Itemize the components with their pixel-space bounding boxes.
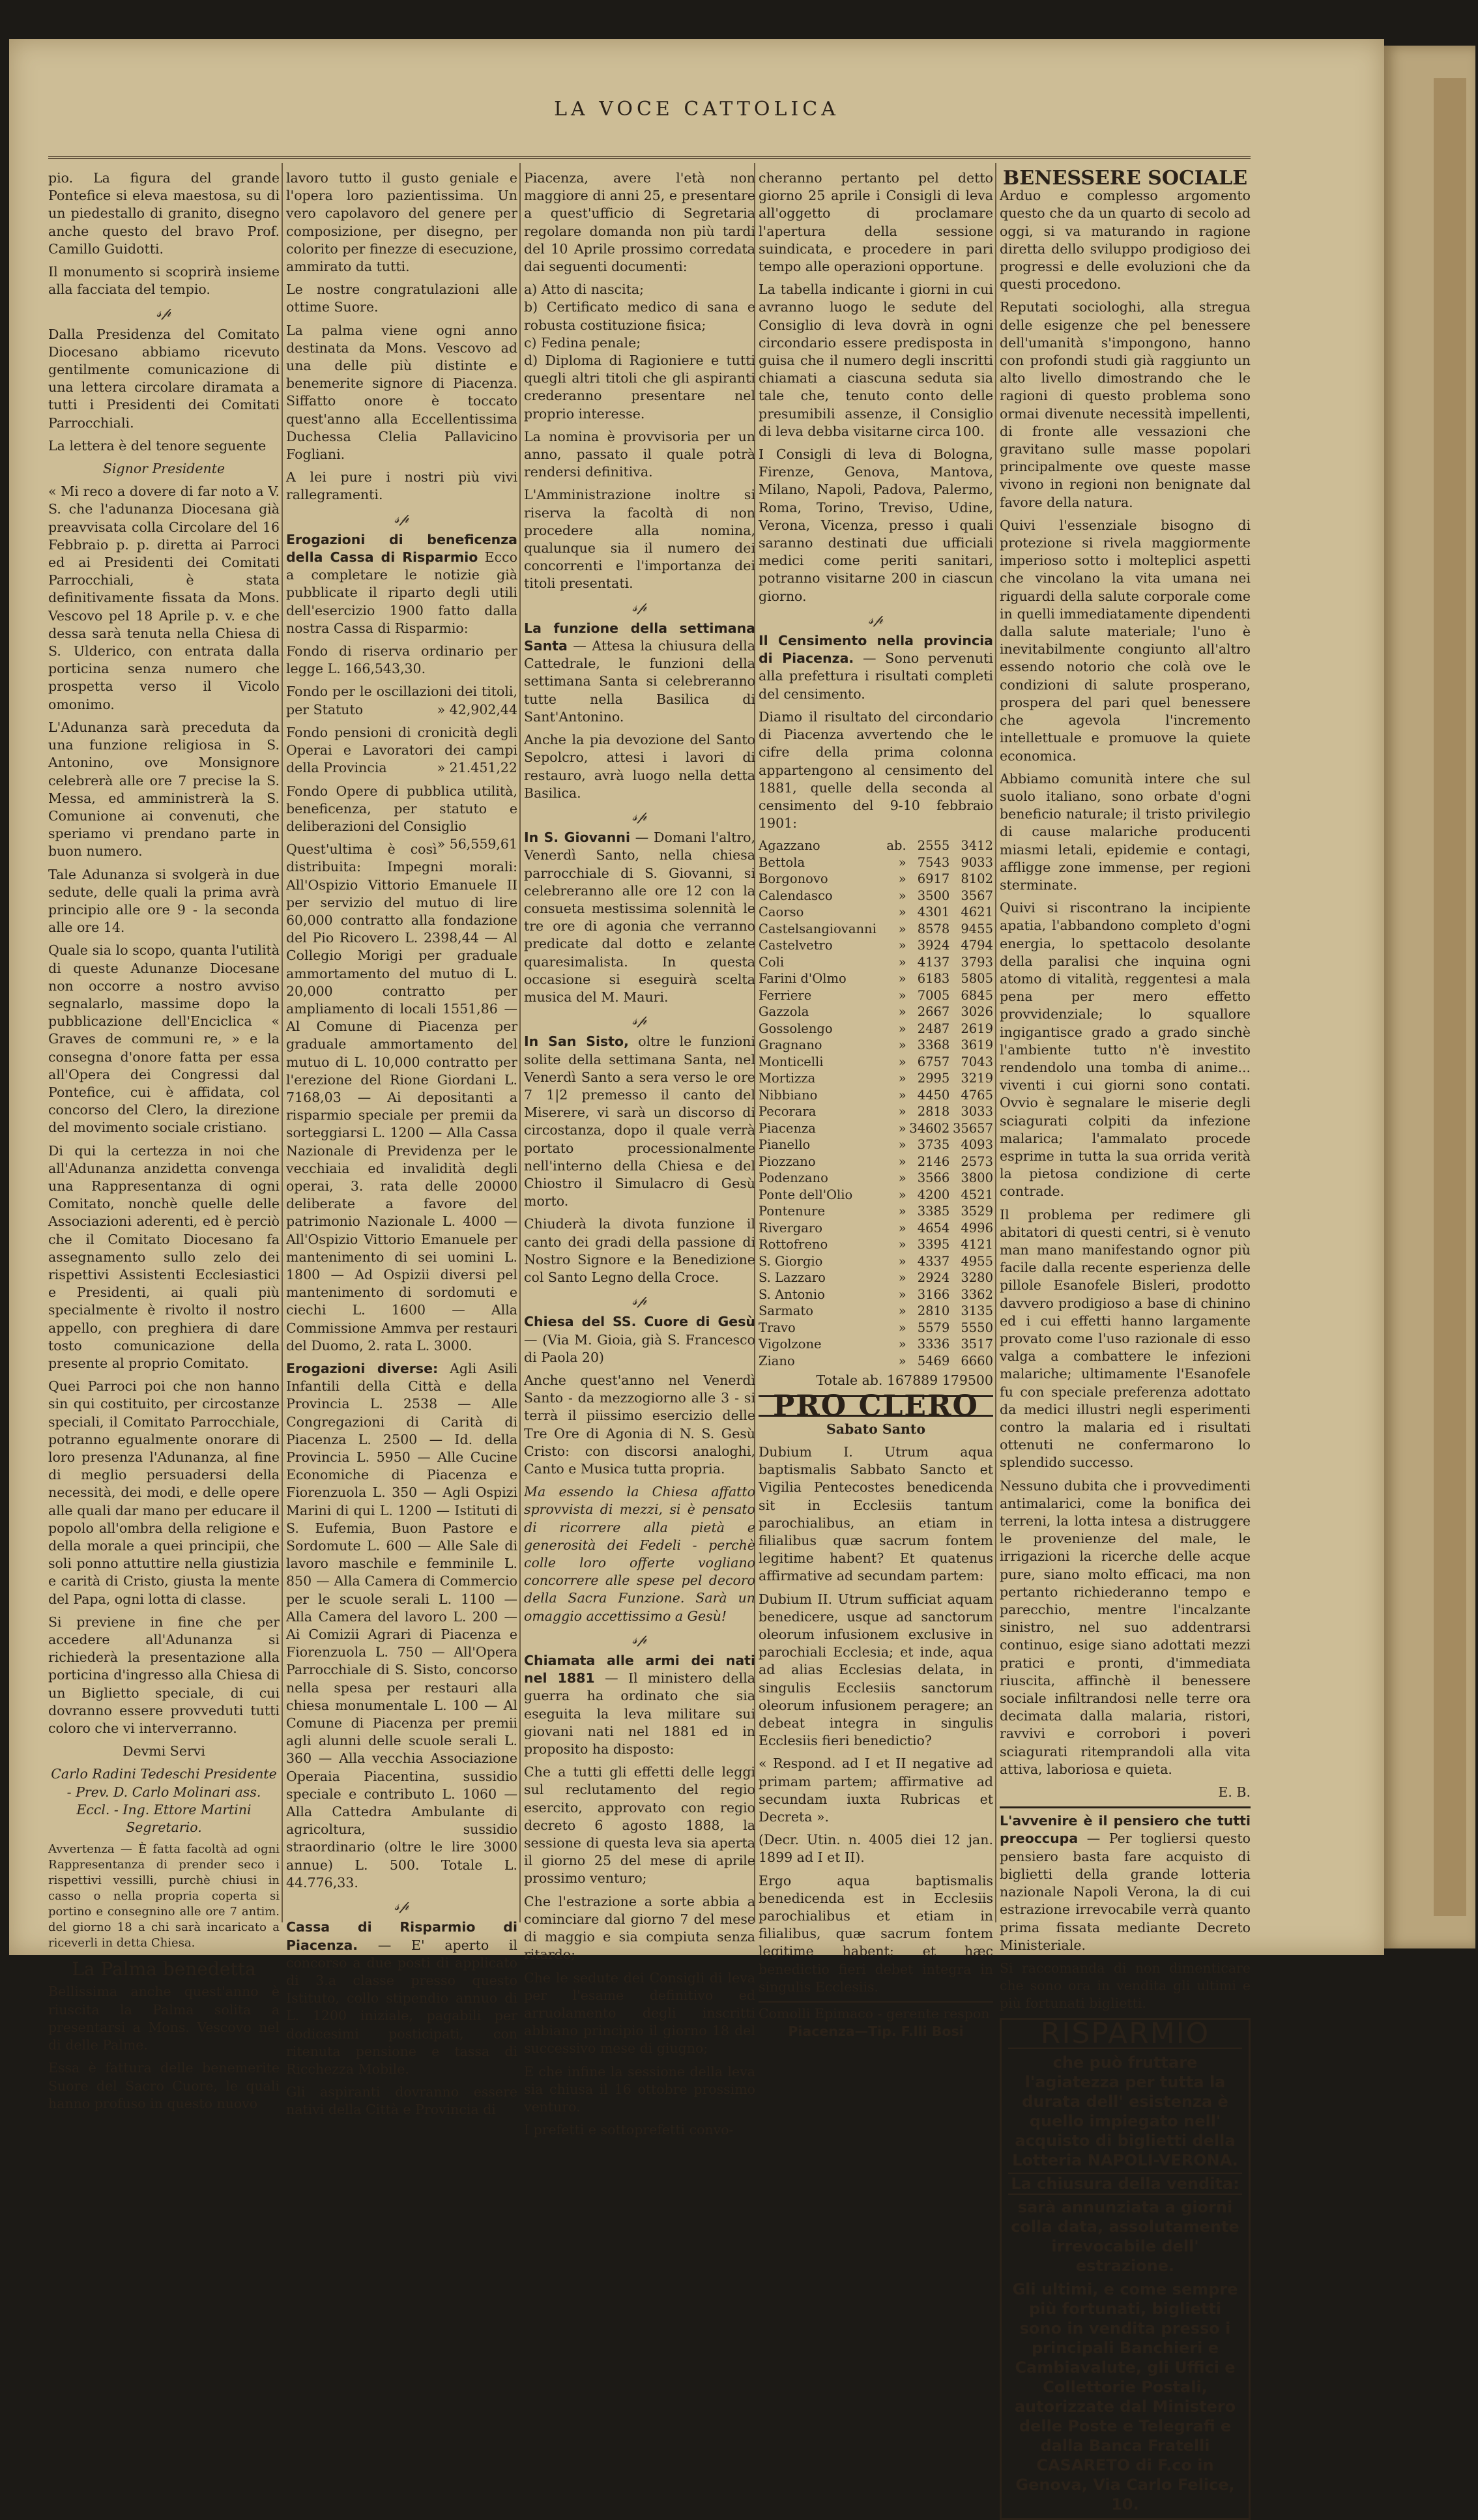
ad-title: RISPARMIO [1008,2024,1242,2049]
census-value: 2818 [917,1104,950,1120]
census-value: 4200 [917,1187,950,1202]
census-value: » [898,1320,906,1335]
commune-name: Ponte dell'Olio [759,1187,853,1202]
commune-name: Caorso [759,905,804,920]
ornament: 𝓈𝓅 [632,598,647,615]
section-heading: In S. Giovanni [524,830,630,846]
paragraph: — (Via M. Gioia, già S. Francesco di Paola 20) [524,1331,755,1365]
census-row [759,1153,993,1170]
census-row [759,904,993,921]
census-value: 3385 [917,1204,950,1219]
paragraph: Quest'ultima è così distribuita: Impegni morali: All'Ospizio Vittorio Emanuele II per servizio del mutuo di lire 60,000 contratto alla fondazione del Pio Ricovero L. 2398,44 — Al Collegio Morigi per graduale ammortamento del mutuo di L. 20,000 contratto per ampliamento di locali 1551,86 — Al Comune di Piacenza per graduale ammortamento del mutuo di L. 10,000 contratto per l'erezione del Rione Giordani L. 7168,03 — Ai depositanti a risparmio speciale per premii da sorteggiarsi L. 1200 — Alla Cassa Nazionale di Previdenza per le vecchiaia ed invalidità degli operai, 3. rata delle 20000 deliberate a favore del patrimonio Nazionale L. 4000 — All'Ospizio Vittorio Emanuele per mantenimento di sei uomini L. 1800 — Ad Ospizii diversi pel mantenimento di sordomuti e ciechi L. 1600 — Alla Commissione Ammva per restauri del Duomo, 2. rata L. 3000. [286,841,517,1354]
fund-value: » 21.451,22 [437,760,517,776]
paragraph: Ergo aqua baptismalis benedicenda est in Ecclesiis parochialibus et etiam in filialibus, quæ sacrum fontem legitime habent; et hæc benedictio fieri debet integra in singulis Ecclesiis. [759,1872,993,1995]
census-row [759,1087,993,1104]
census-value: 3529 [961,1204,993,1219]
commune-name: Piacenza [759,1120,816,1136]
column-3 [524,169,755,2144]
census-value: » [898,1286,906,1302]
census-value: 2924 [917,1270,950,1286]
masthead: LA VOCE CATTOLICA [554,98,839,121]
census-row [759,871,993,888]
census-value: » [898,1253,906,1269]
census-value: 3924 [917,938,950,953]
census-value: » [898,1087,906,1103]
census-value: 4093 [961,1137,993,1153]
census-row [759,1103,993,1120]
gerente: Comolli Epimaco - gerente respon [759,2001,993,2023]
paragraph: Piacenza, avere l'età non maggiore di anni 25, e presentare a quest'ufficio di Segretaria regolare domanda non più tardi del 10 Aprile prossimo corredata dai seguenti documenti: [524,170,755,275]
fund-value: » 42,902,44 [437,701,517,717]
census-value: 2810 [917,1303,950,1319]
census-row [759,921,993,938]
census-value: 7043 [961,1054,993,1069]
census-value: 5469 [917,1353,950,1369]
census-value: 3280 [961,1270,993,1286]
census-value: » [898,1054,906,1069]
commune-name: Borgonovo [759,871,828,887]
census-value: 9455 [961,921,993,936]
census-value: 6183 [917,971,950,987]
commune-name: Coli [759,954,785,970]
signers: Carlo Radini Tedeschi Presidente - Prev. D. Carlo Molinari ass. Eccl. - Ing. Ettore Martini Segretario. [51,1766,277,1836]
column-separator [282,163,283,1922]
commune-name: Castelsangiovanni [759,921,877,936]
paragraph: Anche quest'anno nel Venerdì Santo - da mezzogiorno alle 3 - si terrà il piissimo esercizio delle Tre Ore di Agonia di N. S. Gesù Cristo: con discorsi analoghi, Canto e Musica tutta propria. [524,1372,755,1477]
fund-label: Fondo per le oscillazioni dei titoli, per Statuto [286,684,517,717]
census-value: » [898,971,906,987]
census-row [759,1253,993,1270]
census-value: 2555 [917,838,950,854]
section-heading: Il Censimento nella provincia di Piacenza. [759,633,993,667]
census-row [759,937,993,954]
paragraph: I prefetti e sottoprefetti convo- [524,2122,734,2138]
commune-name: Travo [759,1320,796,1335]
census-value: » [898,1187,906,1202]
paragraph: Il monumento si scoprirà insieme alla facciata del tempio. [48,264,280,298]
commune-name: Piozzano [759,1153,816,1169]
census-value: 6845 [961,987,993,1003]
ornament: 𝓈𝓅 [156,304,171,321]
census-value: 4450 [917,1087,950,1103]
paragraph: Ma essendo la Chiesa affatto sprovvista di mezzi, si è pensato di ricorrere alla pietà e generosità dei Fedeli - perchè colle loro offerte vogliano concorrere alle spese pel decoro della Sacra Funzione. Sarà un omaggio accettissimo a Gesù! [524,1484,755,1624]
census-value: 9033 [961,854,993,870]
commune-name: S. Giorgio [759,1253,823,1269]
doc-item: d) Diploma di Ragioniere e tutti quegli altri titoli che gli aspiranti crederanno presentare nel proprio interesse. [524,353,755,422]
census-row [759,854,993,871]
avvertenza: Avvertenza — È fatta facoltà ad ogni Rappresentanza di prender seco i rispettivi vessilli, purchè chiusi in casso o nella propria coperta si portino e consegnino alle ore 7 antim. del giorno 18 a chi sarà incaricato a riceverli in detta Chiesa. [48,1842,280,1950]
paragraph: Quei Parroci poi che non hanno sin qui costituito, per circostanze speciali, il Comitato Parrocchiale, potranno egualmente onorare di loro presenza l'Adunanza, al fine di meglio persuadersi della necessità, dei modi, e delle opere alle quali dar mano per educare il popolo all'ombra della religione e della morale a quei principii, che soli ponno attuttire nella giustizia e carità di Cristo, giusta la mente del Papa, ogni lotta di classe. [48,1378,280,1607]
ad-text: Gli ultimi, e come sempre più fortunati, biglietti sono in vendita presso i principali Banchieri e Cambiavalute, gli Uffici e Collettorie Postali, autorizzate dal Ministero delle Poste e Telegrafi e dalla Banca Fratelli CASARETO di F.co in Genova, Via Carlo Felice, 10. [1012,2280,1238,2513]
census-row [759,970,993,987]
census-value: 3793 [961,954,993,970]
paragraph: Dubium II. Utrum sufficiat aquam benedicere, usque ad sanctorum oleorum infusionem exclusive in parochiali Ecclesia; et inde, aqua ad alias Ecclesias delata, in singulis Ecclesiis sanctorum oleorum infusionem peragere; an debeat integra in singulis Ecclesiis fieri benedictio? [759,1591,993,1749]
census-value: 3135 [961,1303,993,1319]
paragraph: Che le sedute dei Consigli di leva per l'esame definitivo ed arruolamento degli inscritti abbiano principio il giorno 18 del successivo mese di giugno; [524,1969,755,2057]
census-value: 3219 [961,1071,993,1086]
census-value: » [898,954,906,970]
census-value: 3026 [961,1004,993,1020]
census-row [759,1070,993,1087]
section-heading: Erogazioni diverse: [286,1361,439,1376]
census-value: 3500 [917,888,950,903]
commune-name: Ziano [759,1353,795,1369]
census-value: » [898,938,906,953]
paragraph: Si previene in fine che per accedere all'Adunanza si richiederà la presentazione alla porticina d'ingresso alla Chiesa di un Biglietto speciale, di cui dovranno essere provveduti tutti coloro che vi interverranno. [48,1614,280,1737]
paragraph: — Per togliersi questo pensiero basta fare acquisto di biglietti della grande lotteria nazionale Napoli Verona, la di cui estrazione irrevocabile verrà quanto prima fissata mediante Decreto Ministeriale. [1000,1831,1251,1953]
paragraph: La nomina è provvisoria per un anno, passato il quale potrà rendersi definitiva. [524,428,755,480]
census-row [759,1220,993,1237]
census-row [759,1137,993,1153]
section-heading: Chiesa del SS. Cuore di Gesù [524,1314,755,1330]
census-value: 5805 [961,971,993,987]
fund-value: » 56,559,61 [437,836,517,852]
census-value: » [898,1137,906,1153]
paragraph: Anche la pia devozione del Santo Sepolcro, attesi i lavori di restauro, avrà luogo nella detta Basilica. [524,732,755,801]
salutation: Signor Presidente [102,461,225,477]
census-value: 4521 [961,1187,993,1202]
commune-name: Sarmato [759,1303,813,1319]
census-value: 4301 [917,905,950,920]
commune-name: Rottofreno [759,1237,828,1253]
paragraph: La palma viene ogni anno destinata da Mons. Vescovo ad una delle più distinte e benemerite signore di Piacenza. Siffatto onore è toccato quest'anno alla Eccellentissima Duchessa Clelia Pallavicino Fogliani. [286,322,517,463]
census-row [759,1286,993,1303]
paragraph: Il problema per redimere gli abitatori di questi centri, si è venuto man mano manifestando ognor più facile dalla recente esperienza delle pillole Esanofele Bisleri, prodotto davvero prodigioso a base di chinino ed i cui effetti hanno largamente provato come l'uso razionale di esso valga a combattere le infezioni malariche; ultimamente l'Esanofele fu con speciale preferenza adottato da medici illustri negli esperimenti contro la malaria ed i risultati ottenuti ne confermarono lo splendido successo. [1000,1206,1251,1471]
commune-name: Calendasco [759,888,833,903]
column-1 [48,169,280,2118]
paragraph: A lei pure i nostri più vivi rallegramenti. [286,469,517,503]
census-value: » [898,1071,906,1086]
census-value: 34602 [909,1120,950,1136]
doc-item: a) Atto di nascita; [524,282,645,298]
ornament: 𝓈𝓅 [868,611,884,627]
census-value: 6660 [961,1353,993,1369]
census-row [759,1353,993,1370]
commune-name: S. Antonio [759,1286,825,1302]
census-value: » [898,1270,906,1286]
paragraph: Ecco a completare le notizie già pubblicate il riparto degli utili dell'esercizio 1900 fatto dalla nostra Cassa di Risparmio: [286,549,517,636]
newspaper-page [9,39,1384,2513]
section-heading: La funzione della settimana Santa [524,620,755,654]
census-value: 2667 [917,1004,950,1020]
paragraph: L'Amministrazione inoltre si riserva la facoltà di non procedere alla nomina, qualunque sia il numero dei concorrenti e l'importanza dei titoli presentati. [524,487,755,592]
census-value: 2487 [917,1021,950,1036]
paragraph: Gli aspiranti dovranno essere nativi della Città e Provincia di [286,2084,517,2118]
census-value: 5550 [961,1320,993,1335]
column-4 [759,169,993,2046]
census-value: 4996 [961,1220,993,1236]
section-heading: In San Sisto, [524,1034,629,1050]
commune-name: Gazzola [759,1004,809,1020]
ornament: 𝓈𝓅 [394,510,409,526]
census-value: 3395 [917,1237,950,1253]
census-row [759,1320,993,1337]
commune-name: S. Lazzaro [759,1270,826,1286]
census-value: » [898,871,906,887]
commune-name: Nibbiano [759,1087,818,1103]
census-row [759,1336,993,1353]
commune-name: Pontenure [759,1204,825,1219]
section-heading: L'avvenire è il pensiero che tutti preoccupa [1000,1813,1251,1847]
paragraph: Di qui la certezza in noi che all'Adunanza anzidetta convenga una Rappresentanza di ogni Comitato, nonchè quelle delle Associazioni aderenti, ed è perciò che il Comitato Diocesano fa assegnamento sullo zelo dei rispettivi Assistenti Ecclesiastici e Presidenti, ai quali più specialmente è rivolto il nostro appello, con preghiera di dare tosto comunicazione della presente al proprio Comitato. [48,1142,280,1371]
census-value: 4955 [961,1253,993,1269]
fund-label: Fondo pensioni di cronicità degli Operai e Lavoratori dei campi della Provincia [286,724,517,776]
paragraph: L'Adunanza sarà preceduta da una funzione religiosa in S. Antonino, ove Monsignore celebrerà alle ore 7 precise la S. Messa, ed amministrerà la S. Comunione ai convenuti, che speriamo vi prendano parte in buon numero. [48,719,280,860]
paragraph: « Respond. ad I et II negative ad primam partem; affirmative ad secundam iuxta Rubricas et Decreta ». [759,1756,993,1825]
census-value: 5579 [917,1320,950,1335]
census-row [759,1037,993,1054]
census-value: » [898,1353,906,1369]
ornament: 𝓈𝓅 [394,1898,409,1914]
census-row [759,1203,993,1220]
paragraph: — E' aperto il concorso a due posti di applicato di 3.a classe presso questo Istituto, collo stipendio annuo di L. 1200 iniziale, pagabili per dodicesimi posticipati, con ritenuta pensione e tassa di Ricchezza Mobile. [286,1937,517,2077]
census-value: 3619 [961,1037,993,1053]
paragraph: Essa è fattura delle benemerite Suore del Sacro Cuore, le quali hanno profuso in questo nuovo [48,2060,280,2111]
ornament: 𝓈𝓅 [632,1292,647,1309]
census-total: Totale ab. 167889 179500 [816,1372,993,1389]
column-separator [519,163,521,1922]
paragraph: Si raccomanda di non dimenticare che sono ora in vendita gli ultimi e più fortunati biglietti. [1000,1960,1251,2012]
column-separator [995,163,996,1922]
section-heading: La Palma benedetta [72,1958,256,1980]
census-value: 3368 [917,1037,950,1053]
fund-line: Fondo di riserva ordinario per legge L. 166,543,30. [286,643,517,677]
section-heading: PRO CLERO [759,1395,993,1417]
paragraph: Chiuderà la divota funzione il canto dei gradi della passione di Nostro Signore e la Benedizione col Santo Legno della Croce. [524,1216,755,1285]
closing: Devmi Servi [123,1743,205,1760]
census-row [759,954,993,971]
census-value: » [898,987,906,1003]
census-value: 4794 [961,938,993,953]
paragraph: Bellissima anche quest'anno è riuscita la Palma solita a presentarsi a Mons. Vescovo nel di delle Palme. [48,1984,280,2053]
ornament: 𝓈𝓅 [632,807,647,824]
census-row [759,1236,993,1253]
commune-name: Rivergaro [759,1220,822,1236]
census-value: » [898,1120,906,1136]
census-value: » [898,1104,906,1120]
fund-label: Fondo Opere di pubblica utilità, beneficenza, per statuto e deliberazioni del Consiglio [286,783,517,834]
advertisement-box [1000,2018,1251,2520]
paragraph: La lettera è del tenore seguente [48,437,267,454]
commune-name: Agazzano [759,838,820,854]
doc-item: b) Certificato medico di sana e robusta costituzione fisica; [524,299,755,333]
commune-name: Monticelli [759,1054,824,1069]
census-value: 3412 [961,838,993,854]
paragraph: Agli Asili Infantili della Città e della Provincia L. 2538 — Alle Congregazioni di Carità di Piacenza L. 2500 — Id. della Provincia L. 5950 — Alle Cucine Economiche di Piacenza e Fiorenzuola L. 350 — Agli Ospizi Marini di qui L. 1200 — Istituti di S. Eufemia, Buon Pastore e Sordomute L. 600 — Alle Sale di lavoro maschile e femminile L. 850 — Alla Camera di Commercio per le scuole serali L. 1100 — Alla Camera del lavoro L. 200 — Ai Comizii Agrari di Piacenza e Fiorenzuola L. 750 — All'Opera Parrocchiale di S. Sisto, concorso nella spesa per restauri alla chiesa monumentale L. 100 — Al Comune di Piacenza per premii agli alunni delle scuole serali L. 360 — Alla vecchia Associazione Operaia Piacentina, sussidio speciale e contributo L. 1060 — Alla Cattedra Ambulante di agricoltura, sussidio straordinario (oltre le lire 3000 annue) L. 500. Totale L. 44.776,33. [286,1361,517,1890]
section-heading: BENESSERE SOCIALE [1002,167,1248,190]
census-value: » [898,1037,906,1053]
census-row [759,1170,993,1187]
paragraph: Dubium I. Utrum aqua baptismalis Sabbato Sancto et Vigilia Pentecostes benedicenda sit in Ecclesiis tantum parochialibus, an etiam in filialibus quæ sacrum fontem legitime habent? Et quatenus affirmative ad secundam partem: [759,1443,993,1584]
census-row [759,888,993,905]
census-row [759,1054,993,1071]
census-value: » [898,1237,906,1253]
commune-name: Podenzano [759,1170,828,1186]
paragraph: I Consigli di leva di Bologna, Firenze, Genova, Mantova, Milano, Napoli, Padova, Palermo, Roma, Torino, Treviso, Udine, Verona, Vicenza, presso i quali saranno destinati due ufficiali medici come periti sanitari, potranno visitarne 200 in ciascun giorno. [759,446,993,604]
paragraph: — Domani l'altro, Venerdì Santo, nella chiesa parrocchiale di S. Giovanni, si celebreranno alle ore 12 con la consueta mestissima solennità le tre ore di agonia che verranno predicate dal dotto e zelante quaresimalista. In questa occasione si eseguirà scelta musica del M. Mauri. [524,830,755,1005]
paragraph: oltre le funzioni solite della settimana Santa, nel Venerdì Santo a sera verso le ore 7 1|2 premesso il canto del Miserere, vi sarà un discorso di circostanza, dopo il quale verrà portato processionalmente nell'interno della Chiesa e del Chiostro il Simulacro di Gesù morto. [524,1034,755,1209]
paragraph: Che a tutti gli effetti delle leggi sul reclutamento del regio esercito, approvato con regio decreto 6 agosto 1888, la sessione di questa leva sia aperta il giorno 25 del mese di aprile prossimo venturo; [524,1764,755,1887]
ad-text: La chiusura della vendita: [1008,2173,1242,2195]
commune-name: Pianello [759,1137,811,1153]
paragraph: Le nostre congratulazioni alle ottime Suore. [286,282,517,315]
census-table [759,837,993,1369]
paragraph: Quivi si riscontrano la incipiente apatia, l'abbandono completo d'ogni energia, lo spettacolo desolante della paralisi che inquina ogni atomo di vitalità, reggentesi a mala pena per mero effetto provvidenziale; lo squallore ingigantisce grado a grado sinchè l'ambiente tutto n'è investito rendendolo una tomba di anime... viventi i cui giorni sono contati. Ovvio è segnalare le miserie degli sciagurati colpiti da infezione malarica; l'ammalato procede esprime in tutta la sua orrida verità la pietosa condizione di certe contrade. [1000,900,1251,1200]
census-value: » [898,1303,906,1319]
commune-name: Mortizza [759,1071,816,1086]
ad-text: sarà annunziata a giorni colla data, assolutamente irrevocabile dell' estrazione. [1011,2197,1239,2275]
census-value: 2146 [917,1153,950,1169]
census-value: 35657 [952,1120,993,1136]
paragraph: lavoro tutto il gusto geniale e l'opera loro pazientissima. Un vero capolavoro del genere per composizione, per disegno, per colorito per finezze di esecuzione, ammirato da tutti. [286,170,517,275]
census-value: 2995 [917,1071,950,1086]
census-value: 3567 [961,888,993,903]
census-value: 3735 [917,1137,950,1153]
commune-name: Gossolengo [759,1021,833,1036]
census-value: 2573 [961,1153,993,1169]
census-value: ab. [886,838,906,854]
commune-name: Bettola [759,854,805,870]
paragraph: Arduo e complesso argomento questo che da un quarto di secolo ad oggi, si va maturando in ragione diretta dello sviluppo prodigioso dei progressi e delle evoluzioni che da questi procedono. [1000,188,1251,293]
census-row [759,1187,993,1204]
book-edge [1434,78,1466,1916]
census-value: 3566 [917,1170,950,1186]
census-value: 2619 [961,1021,993,1036]
census-value: 3166 [917,1286,950,1302]
census-value: 6757 [917,1054,950,1069]
subheading: Sabato Santo [826,1421,926,1437]
census-value: 4765 [961,1087,993,1103]
paragraph: Dalla Presidenza del Comitato Diocesano abbiamo ricevuto gentilmente comunicazione di una lettera circolare diramata a tutti i Presidenti dei Comitati Parrocchiali. [48,326,280,431]
commune-name: Gragnano [759,1037,822,1053]
census-value: » [898,1220,906,1236]
census-value: 8102 [961,871,993,887]
section-heading: Chiamata alle armi dei nati nel 1881 [524,1653,755,1687]
census-row [759,987,993,1004]
census-row [759,1269,993,1286]
census-value: » [898,1170,906,1186]
paragraph: Nessuno dubita che i provvedimenti antimalarici, come la bonifica dei terreni, la lotta intesa a distruggere le provenienze del male, le irrigazioni la ricerche delle acque pure, siano molto efficaci, ma non pertanto richiederanno tempo e parecchio, mentre l'incalzante sinistro, nel suo addentrarsi continuo, esige siano adottati mezzi pratici e pronti, d'immediata riuscita, affinchè il benessere sociale infiltrandosi nelle terre ora decimata dalla malaria, ristori, ravvivi e corrobori i poveri sciagurati ritemprandoli alla vita attiva, laboriosa e quieta. [1000,1477,1251,1777]
commune-name: Castelvetro [759,938,833,953]
doc-item: c) Fedina penale; [524,334,641,351]
paragraph: Diamo il risultato del circondario di Piacenza avvertendo che le cifre della prima colonna appartengono al censimento del 1881, quelle della seconda al censimento del 9-10 febbraio 1901: [759,708,993,832]
paragraph: — Sono pervenuti alla prefettura i risultati completi del censimento. [759,650,993,702]
paragraph: Tale Adunanza si svolgerà in due sedute, delle quali la prima avrà principio alle ore 9 - la seconda alle ore 14. [48,866,280,936]
column-5 [1000,169,1251,2520]
paragraph: E che infine la sessione della leva sia chiusa il 16 ottobre prossimo venturo. [524,2063,755,2115]
section-heading: Cassa di Risparmio di Piacenza. [286,1919,517,1953]
paragraph: La tabella indicante i giorni in cui avranno luogo le sedute del Consiglio di leva dovrà in ogni circondario essere predisposta in guisa che il numero degli inscritti chiamati a ciascuna seduta sia tale che, tenuto conto delle presumibili assenze, il Consiglio di leva debba visitarne circa 100. [759,282,993,439]
commune-name: Farini d'Olmo [759,971,847,987]
commune-name: Ferriere [759,987,812,1003]
census-value: » [898,1204,906,1219]
census-value: 4337 [917,1253,950,1269]
census-value: » [898,1337,906,1352]
census-value: 4621 [961,905,993,920]
paragraph: « Mi reco a dovere di far noto a V. S. che l'adunanza Diocesana già preavvisata colla Circolare del 16 Febbraio p. p. diretta ai Parroci ed ai Presidenti dei Comitati Parrocchiali, è stata definitivamente fissata da Mons. Vescovo pel 18 Aprile p. v. e che dessa sarà tenuta nella Chiesa di S. Ulderico, con entrata dalla porticina senza numero che prospetta verso il Vicolo omonimo. [48,484,280,712]
section-heading: Erogazioni di beneficenza della Cassa di Risparmio [286,531,517,566]
ornament: 𝓈𝓅 [632,1012,647,1028]
paragraph: Che l'estrazione a sorte abbia a cominciare dal giorno 7 del mese di maggio e sia compiuta senza ritardo; [524,1893,755,1963]
census-value: 3033 [961,1104,993,1120]
commune-name: Vigolzone [759,1337,822,1352]
ad-text: che può fruttare l'agiatezza per tutta la durata dell' esistenza è quello impiegato nell' acquisto di biglietti della Lotteria NAPOLI-VERONA. [1012,2053,1238,2169]
census-value: » [898,921,906,936]
paragraph: pio. La figura del grande Pontefice si eleva maestosa, su di un piedestallo di granito, disegno anche questo del bravo Prof. Camillo Guidotti. [48,170,280,257]
paragraph: cheranno pertanto pel detto giorno 25 aprile i Consigli di leva all'oggetto di proclamare l'apertura della sessione suindicata, e procedere in pari tempo alle operazioni opportune. [759,170,993,275]
signature: E. B. [1218,1784,1251,1801]
census-value: 3517 [961,1337,993,1352]
census-value: » [898,888,906,903]
paragraph: Quivi l'essenziale bisogno di protezione si rivela maggiormente imperioso sotto i molteplici aspetti che vincolano la vita umana nei riguardi della salute corporale come in quelli immediatamente dipendenti dalla salute materiale; l'uno è inevitabilmente congiunto all'altro essendo notorio che colà ove le condizioni di salute prosperano, prospera del pari quel benessere che agevola l'incremento intellettuale e promuove la quiete economica. [1000,517,1251,764]
paragraph: Quale sia lo scopo, quanta l'utilità di queste Adunanze Diocesane non occorre a nostro avviso segnalarlo, massime dopo la pubblicazione dell'Enciclica « Graves de communi re, » e la consegna d'onore fatta per essa all'Opera dei Congressi dal Pontefice, cui è affidata, col concorso del Clero, la direzione del movimento sociale cristiano. [48,942,280,1136]
census-value: » [898,1021,906,1036]
ornament: 𝓈𝓅 [632,1630,647,1647]
census-value: 6917 [917,871,950,887]
census-value: 4121 [961,1237,993,1253]
paragraph: — Il ministero della guerra ha ordinato che sia eseguita la leva militare sui giovani nati nel 1881 ed in proposito ha disposto: [524,1670,755,1758]
census-row [759,1004,993,1021]
census-value: » [898,905,906,920]
census-row [759,837,993,854]
printer: Piacenza—Tip. F.lli Bosi [788,2023,964,2040]
census-value: 7543 [917,854,950,870]
census-value: 3800 [961,1170,993,1186]
census-row [759,1303,993,1320]
census-value: 8578 [917,921,950,936]
census-value: 3362 [961,1286,993,1302]
census-row [759,1021,993,1037]
column-2 [286,169,517,2124]
census-value: » [898,854,906,870]
commune-name: Pecorara [759,1104,817,1120]
census-value: 4654 [917,1220,950,1236]
paragraph: (Decr. Utin. n. 4005 diei 12 jan. 1899 ad I et II). [759,1832,993,1866]
census-row [759,1120,993,1137]
census-value: 4137 [917,954,950,970]
census-value: 7005 [917,987,950,1003]
paragraph: — Attesa la chiusura della Cattedrale, le funzioni della settimana Santa si celebreranno tutte nella Basilica di Sant'Antonino. [524,638,755,725]
masthead-rule [48,156,1251,159]
paragraph: Reputati sociologhi, alla stregua delle esigenze che pel benessere dell'umanità s'impongono, hanno con profondi studi già raggiunto un alto livello dimostrando che le ragioni di questo problema sono ormai divenute necessità impellenti, di fronte alle vessazioni che gravitano sulle masse popolari principalmente ove queste masse vivono in regioni non benignate dal favore della natura. [1000,299,1251,510]
paragraph: Abbiamo comunità intere che sul suolo italiano, sono orbate d'ogni beneficio naturale; il tristo privilegio di cause malariche producenti miasmi letali, epidemie e contagi, affligge zone immense, per regioni sterminate. [1000,770,1251,893]
census-value: » [898,1153,906,1169]
census-value: » [898,1004,906,1020]
census-value: 3336 [917,1337,950,1352]
